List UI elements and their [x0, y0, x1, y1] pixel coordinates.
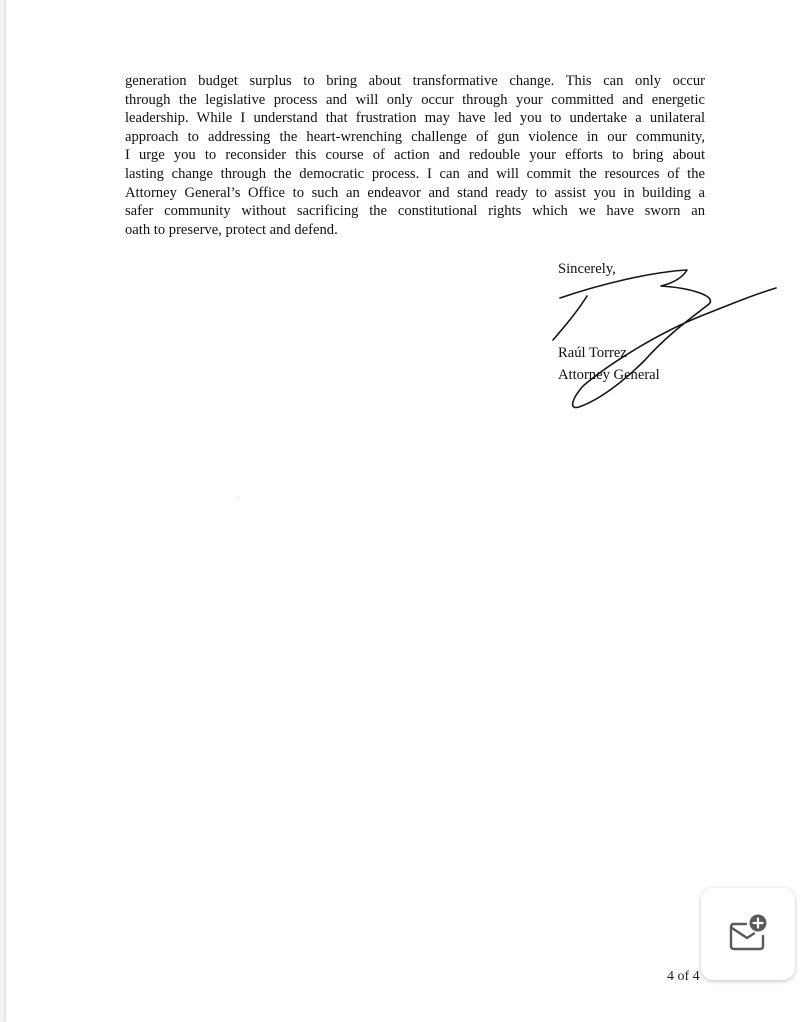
closing-salutation: Sincerely,: [558, 261, 616, 277]
scan-speck: [238, 497, 239, 498]
body-line: safer community without sacrificing the constitutional rights which we have sworn an: [125, 203, 705, 220]
add-to-mail-button[interactable]: [701, 888, 795, 980]
signer-name: Raúl Torrez: [558, 345, 627, 361]
body-line: I urge you to reconsider this course of action and redouble your efforts to bring about: [125, 147, 705, 164]
body-line: generation budget surplus to bring about transformative change. This can only occur: [125, 73, 705, 89]
document-page: [6, 0, 800, 1022]
body-line: leadership. While I understand that frustration may have led you to undertake a unilateral: [125, 110, 705, 127]
mail-add-icon: [726, 912, 770, 956]
body-line: Attorney General’s Office to such an endeavor and stand ready to assist you in building a: [125, 184, 705, 201]
body-line: lasting change through the democratic process. I can and will commit the resources of the: [125, 165, 705, 182]
body-line: through the legislative process and will only occur through your committed and energetic: [125, 91, 705, 108]
signer-title: Attorney General: [558, 367, 660, 383]
body-line: approach to addressing the heart-wrenching challenge of gun violence in our community,: [125, 128, 705, 145]
handwritten-signature: [541, 262, 781, 412]
page-number: 4 of 4: [667, 969, 700, 984]
letter-body: [125, 72, 705, 239]
body-line: oath to preserve, protect and defend.: [125, 221, 338, 238]
